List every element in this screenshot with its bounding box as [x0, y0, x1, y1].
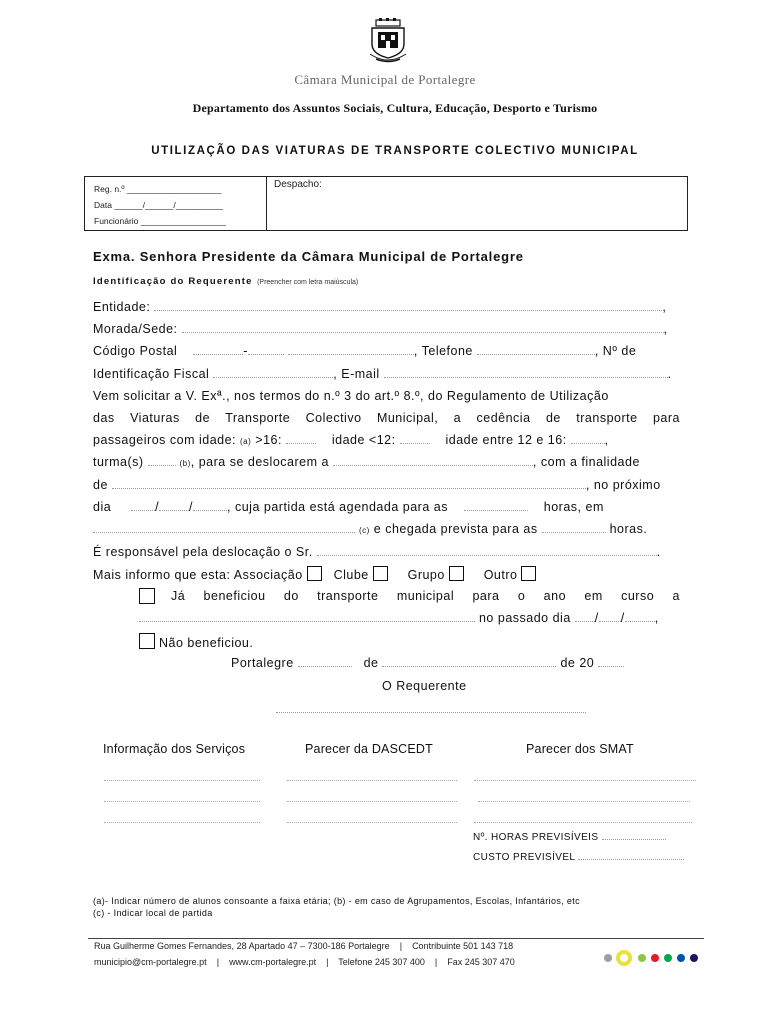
- logo-dot-2: [638, 954, 646, 962]
- footer-logo-dots: [604, 946, 700, 972]
- past-year-field[interactable]: [625, 611, 655, 622]
- note-a-b: (a)- Indicar número de alunos consoante a faixa etária; (b) - em caso de Agrupamentos, Escolas, Infantários, etc: [93, 896, 580, 906]
- estimated-hours-label: Nº. HORAS PREVISÍVEIS: [473, 832, 599, 843]
- note-c-ref: (c): [358, 526, 370, 535]
- association-checkbox[interactable]: [307, 566, 322, 581]
- class-field[interactable]: [148, 455, 176, 466]
- services-info-heading: Informação dos Serviços: [103, 742, 246, 756]
- hours-in-label: horas, em: [543, 500, 604, 514]
- address-label: Morada/Sede:: [93, 322, 178, 336]
- address-row: Morada/Sede: ,: [93, 322, 668, 336]
- ages-label: passageiros com idade:: [93, 433, 237, 447]
- services-info-line-2[interactable]: [104, 801, 260, 802]
- requester-label: O Requerente: [382, 679, 467, 693]
- dascedt-line-2[interactable]: [287, 801, 457, 802]
- dascedt-heading: Parecer da DASCEDT: [305, 742, 433, 756]
- purpose-row: [93, 478, 661, 492]
- footer-sep-2: |: [216, 957, 220, 967]
- month-field[interactable]: [159, 500, 189, 511]
- departure-place-field[interactable]: [93, 522, 355, 533]
- organisation-label: Mais informo que esta: Associação: [93, 568, 303, 582]
- signature-date-row: [231, 656, 624, 670]
- footer-sep-3: |: [326, 957, 329, 967]
- logo-dot-4: [664, 954, 672, 962]
- age-under-12-label: idade <12:: [331, 433, 396, 447]
- entity-row: Entidade: ,: [93, 300, 667, 314]
- year-label: de 20: [560, 656, 595, 670]
- class-row: [93, 455, 640, 469]
- past-day-field[interactable]: [575, 611, 595, 622]
- requester-id-label: Identificação do Requerente: [93, 276, 253, 287]
- day-label: dia: [93, 500, 112, 514]
- registry-clerk: Funcionário __________________: [94, 216, 226, 226]
- past-month-field[interactable]: [599, 611, 621, 622]
- estimated-cost-label: CUSTO PREVISÍVEL: [473, 852, 575, 863]
- body-line-2: das Viaturas de Transporte Colectivo Municipal, a cedência de transporte para: [93, 411, 680, 425]
- not-benefited-row: [139, 633, 253, 650]
- postal-code-field-1[interactable]: [193, 344, 243, 355]
- logo-ring: [616, 950, 632, 966]
- footer-line-2: [94, 957, 515, 967]
- number-label: , Nº de: [594, 344, 637, 358]
- tax-id-label: Identificação Fiscal: [93, 367, 210, 381]
- age-over-16-field[interactable]: [286, 433, 316, 444]
- entity-label: Entidade:: [93, 300, 151, 314]
- email-field[interactable]: [384, 367, 668, 378]
- footer-email[interactable]: municipio@cm-portalegre.pt: [94, 957, 207, 967]
- past-day-row: no passado dia / / ,: [139, 611, 659, 625]
- ages-row: passageiros com idade: (a) >16: idade <12: idade entre 12 e 16: ,: [93, 433, 609, 447]
- sign-month-field[interactable]: [382, 656, 556, 667]
- footer-address: Rua Guilherme Gomes Fernandes, 28 Apartado 47 – 7300-186 Portalegre: [94, 941, 390, 951]
- hours-label: horas.: [609, 522, 648, 536]
- smat-line-1[interactable]: [474, 780, 696, 781]
- purpose-field[interactable]: [112, 478, 586, 489]
- postal-row: Código Postal - , Telefone , Nº de: [93, 344, 637, 358]
- phone-label: , Telefone: [413, 344, 473, 358]
- age-12-16-label: idade entre 12 e 16:: [445, 433, 567, 447]
- arrival-label: e chegada prevista para as: [373, 522, 538, 536]
- form-title: UTILIZAÇÃO DAS VIATURAS DE TRANSPORTE COLECTIVO MUNICIPAL: [151, 145, 639, 157]
- address-field[interactable]: [182, 322, 664, 333]
- not-benefited-label: Não beneficiou.: [158, 636, 254, 650]
- benefited-row: [139, 588, 155, 605]
- estimated-hours-field[interactable]: [602, 831, 666, 840]
- requester-id-hint: (Preencher com letra maiúscula): [257, 279, 359, 286]
- estimated-cost-row: [473, 851, 684, 863]
- benefited-checkbox[interactable]: [139, 588, 155, 604]
- dascedt-line-3[interactable]: [287, 822, 457, 823]
- entity-field[interactable]: [154, 300, 662, 311]
- body-line-1: Vem solicitar a V. Exª., nos termos do n.º 3 do art.º 8.º, do Regulamento de Utilização: [93, 389, 609, 403]
- footer-website[interactable]: www.cm-portalegre.pt: [229, 957, 317, 967]
- registry-date: Data ______/______/__________: [94, 200, 224, 210]
- sign-year-field[interactable]: [598, 656, 624, 667]
- services-info-line-3[interactable]: [104, 822, 260, 823]
- logo-dot-6: [690, 954, 698, 962]
- registry-box: [84, 176, 688, 231]
- footer-line-1: [94, 941, 513, 951]
- responsible-label: É responsável pela deslocação o Sr.: [93, 545, 313, 559]
- coat-of-arms-icon: [366, 18, 410, 64]
- estimated-hours-row: [473, 831, 666, 843]
- logo-dot-1: [604, 954, 612, 962]
- postal-label: Código Postal: [93, 344, 178, 358]
- not-benefited-checkbox[interactable]: [139, 633, 155, 649]
- footer-fax: Fax 245 307 470: [447, 957, 515, 967]
- email-label: , E-mail: [333, 367, 380, 381]
- purpose-de-label: de: [93, 478, 108, 492]
- postal-code-field-2[interactable]: [248, 344, 284, 355]
- footer-phone: Telefone 245 307 400: [338, 957, 425, 967]
- departure-row: [93, 522, 647, 536]
- responsible-row: É responsável pela deslocação o Sr. .: [93, 545, 661, 559]
- date-de-label: de: [363, 656, 379, 670]
- logo-dot-5: [677, 954, 685, 962]
- tax-row: Identificação Fiscal , E-mail .: [93, 367, 672, 381]
- place-label: Portalegre: [231, 656, 294, 670]
- dascedt-line-1[interactable]: [287, 780, 457, 781]
- destination-label: , para se deslocarem a: [190, 455, 329, 469]
- benefited-detail-field[interactable]: [139, 611, 475, 622]
- services-info-line-1[interactable]: [104, 780, 260, 781]
- smat-line-3[interactable]: [474, 822, 692, 823]
- note-a-ref: (a): [240, 437, 252, 446]
- smat-heading: Parecer dos SMAT: [526, 742, 634, 756]
- requester-signature-field[interactable]: [276, 712, 586, 713]
- footer-divider: [88, 938, 704, 939]
- responsible-field[interactable]: [317, 545, 657, 556]
- departure-label: , cuja partida está agendada para as: [227, 500, 448, 514]
- group-checkbox[interactable]: [449, 566, 464, 581]
- logo-dot-3: [651, 954, 659, 962]
- benefited-label: Já beneficiou do transporte municipal para o ano em curso a: [171, 589, 680, 603]
- tax-id-field[interactable]: [213, 367, 333, 378]
- club-label: Clube: [333, 568, 369, 582]
- registry-divider: [266, 177, 267, 230]
- addressee: Exma. Senhora Presidente da Câmara Municipal de Portalegre: [93, 249, 524, 264]
- footer-sep-1: |: [399, 941, 403, 951]
- municipality-name: Câmara Municipal de Portalegre: [294, 72, 476, 87]
- age-over-16-label: >16:: [255, 433, 282, 447]
- age-12-16-field[interactable]: [571, 433, 605, 444]
- requester-id-heading: [93, 271, 358, 289]
- destination-field[interactable]: [333, 455, 533, 466]
- phone-field[interactable]: [477, 344, 595, 355]
- postal-locality-field[interactable]: [288, 344, 414, 355]
- next-label: , no próximo: [585, 478, 661, 492]
- estimated-cost-field[interactable]: [578, 851, 684, 860]
- footer-sep-4: |: [434, 957, 438, 967]
- purpose-label: , com a finalidade: [532, 455, 640, 469]
- class-label: turma(s): [93, 455, 144, 469]
- note-b-ref: (b): [179, 459, 191, 468]
- note-c: (c) - Indicar local de partida: [93, 908, 213, 918]
- day-field[interactable]: [131, 500, 155, 511]
- date-row: dia / / , cuja partida está agendada para as horas, em: [93, 500, 604, 514]
- club-checkbox[interactable]: [373, 566, 388, 581]
- other-label: Outro: [483, 568, 518, 582]
- group-label: Grupo: [407, 568, 445, 582]
- departure-time-field[interactable]: [464, 500, 528, 511]
- department-name: Departamento dos Assuntos Sociais, Cultura, Educação, Desporto e Turismo: [192, 101, 598, 115]
- smat-line-2[interactable]: [478, 801, 690, 802]
- registry-number: Reg. n.º ____________________: [94, 184, 222, 194]
- organisation-type-row: [93, 566, 536, 582]
- footer-taxpayer: Contribuinte 501 143 718: [412, 941, 514, 951]
- age-under-12-field[interactable]: [400, 433, 430, 444]
- dispatch-label: Despacho:: [274, 179, 322, 190]
- past-day-label: no passado dia: [478, 611, 571, 625]
- year-field[interactable]: [193, 500, 227, 511]
- sign-day-field[interactable]: [298, 656, 352, 667]
- other-checkbox[interactable]: [521, 566, 536, 581]
- arrival-time-field[interactable]: [542, 522, 606, 533]
